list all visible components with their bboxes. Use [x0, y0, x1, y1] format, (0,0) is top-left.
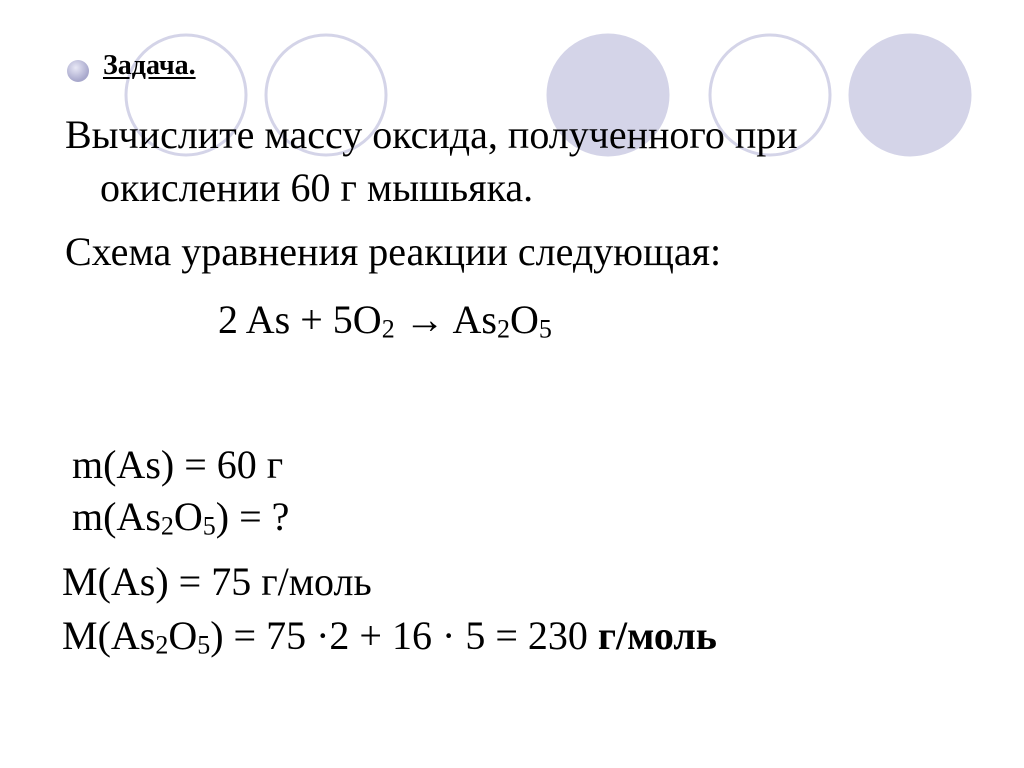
- given-mass-as: m(As) = 60 г: [72, 442, 284, 487]
- scheme-intro: Схема уравнения реакции следующая:: [65, 229, 722, 274]
- reaction-equation: [218, 297, 552, 344]
- molar2-pre: M(As: [62, 613, 156, 658]
- task-line-1: Вычислите массу оксида, полученного при: [65, 112, 798, 157]
- given2-post: ) = ?: [215, 494, 290, 539]
- given2-mid: O: [173, 494, 203, 539]
- molar2-unit: г/моль: [597, 613, 717, 658]
- given2-sub-2: 5: [202, 511, 216, 541]
- equation-part-3: O: [509, 297, 539, 342]
- given-mass-oxide: [72, 494, 290, 541]
- given2-sub-1: 2: [160, 511, 174, 541]
- molar-mass-oxide: [62, 613, 717, 660]
- equation-sub-3: 5: [538, 314, 552, 344]
- molar2-mid: O: [168, 613, 198, 658]
- equation-part-2: → As: [394, 297, 497, 342]
- equation-part-1: 2 As + 5O: [218, 297, 382, 342]
- task-line-2: окислении 60 г мышьяка.: [100, 165, 534, 210]
- equation-sub-1: 2: [381, 314, 395, 344]
- molar-mass-as: M(As) = 75 г/моль: [62, 559, 372, 604]
- deco-circle-5: [850, 35, 970, 155]
- given2-pre: m(As: [72, 494, 161, 539]
- bullet-disc-icon: [65, 58, 91, 84]
- molar2-post: ) = 75 ·2 + 16 · 5 = 230: [210, 613, 598, 658]
- molar2-sub-1: 2: [155, 630, 169, 660]
- molar2-sub-2: 5: [197, 630, 211, 660]
- heading: Задача.: [103, 50, 196, 81]
- equation-sub-2: 2: [496, 314, 510, 344]
